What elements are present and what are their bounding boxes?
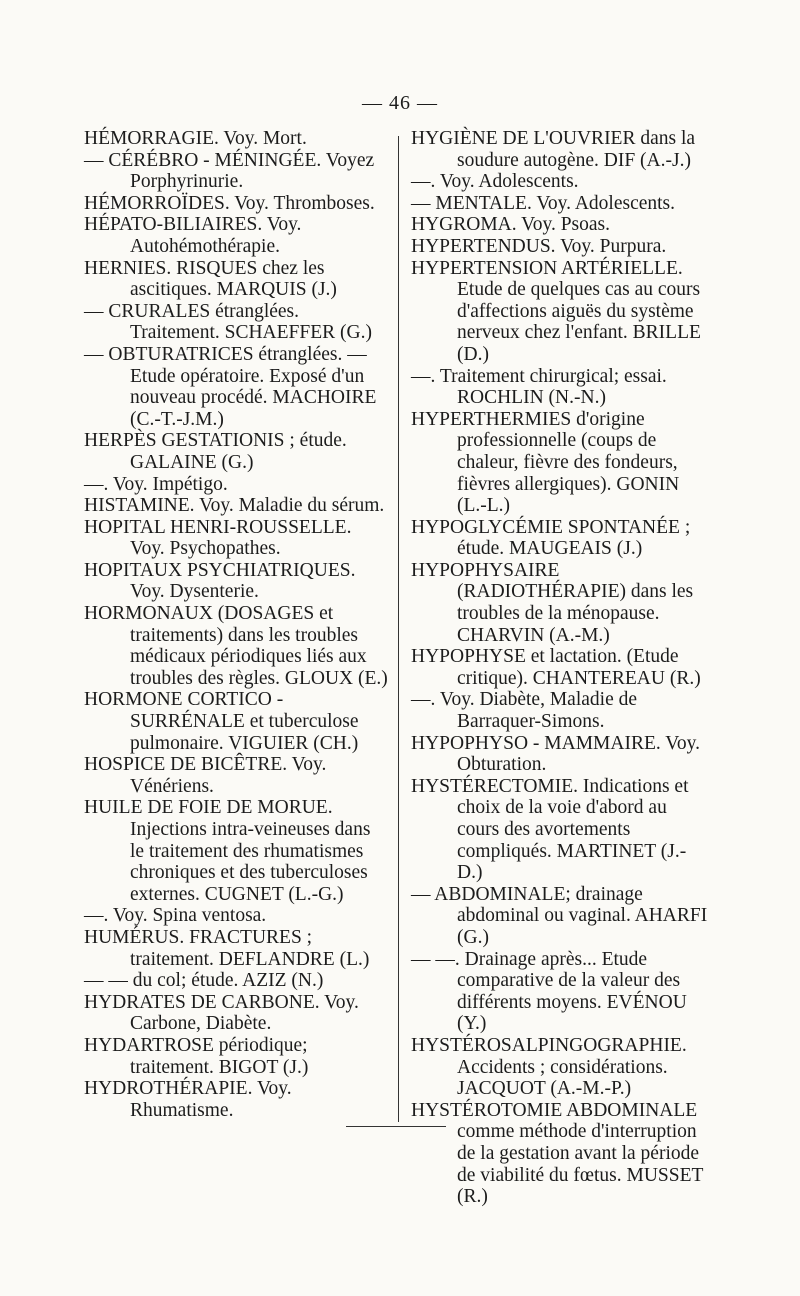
index-entry: — OBTURATRICES étranglées. — Etude opératoire. Exposé d'un nouveau procédé. MACHOIRE (C.-T.-J.M.): [84, 343, 377, 430]
index-entry: HYPERTENDUS. Voy. Purpura.: [411, 235, 667, 257]
index-entry: — CÉRÉBRO - MÉNINGÉE. Voyez Porphyrinurie.: [84, 149, 375, 193]
index-entry: HYSTÉRECTOMIE. Indications et choix de la voie d'abord au cours des avortements compliqués. MARTINET (J.-D.): [411, 775, 689, 884]
index-entry: HERPÈS GESTATIONIS ; étude. GALAINE (G.): [84, 430, 347, 473]
column-divider: [398, 136, 399, 1122]
index-entry: HORMONE CORTICO - SURRÉNALE et tuberculose pulmonaire. VIGUIER (CH.): [84, 689, 359, 754]
index-entry: HYGROMA. Voy. Psoas.: [411, 214, 611, 236]
index-entry: HYDROTHÉRAPIE. Voy. Rhumatisme.: [84, 1078, 292, 1121]
index-entry: — —. Drainage après... Etude comparative de la valeur des différents moyens. EVÉNOU (Y.): [411, 948, 687, 1035]
index-entry: HORMONAUX (DOSAGES et traitements) dans les troubles médicaux périodiques liés aux troubles des règles. GLOUX (E.): [84, 603, 388, 689]
index-entry: HYDRATES DE CARBONE. Voy. Carbone, Diabète.: [84, 991, 359, 1035]
index-entry: HOPITAL HENRI-ROUSSELLE. Voy. Psychopathes.: [84, 516, 352, 560]
index-entry: HYDARTROSE périodique; traitement. BIGOT (J.): [84, 1034, 309, 1078]
index-entry: — ABDOMINALE; drainage abdominal ou vaginal. AHARFI (G.): [411, 883, 708, 948]
index-entry: HOPITAUX PSYCHIATRIQUES. Voy. Dysenterie.: [84, 559, 356, 603]
left-column: [84, 128, 388, 1121]
index-entry: — — du col; étude. AZIZ (N.): [84, 970, 324, 992]
index-entry: HYPERTENSION ARTÉRIELLE. Etude de quelques cas au cours d'affections aiguës du système nerveux chez l'enfant. BRILLE (D.): [411, 257, 701, 365]
index-entry: HYSTÉROSALPINGOGRAPHIE. Accidents ; considérations. JACQUOT (A.-M.-P.): [411, 1034, 687, 1100]
index-entry: HOSPICE DE BICÊTRE. Voy. Vénériens.: [84, 754, 327, 797]
index-entry: HÉPATO-BILIAIRES. Voy. Autohémothérapie.: [84, 214, 302, 257]
index-entry: HISTAMINE. Voy. Maladie du sérum.: [84, 495, 385, 517]
index-entry: HYPERTHERMIES d'origine professionnelle (coups de chaleur, fièvre des fondeurs, fièvres allergiques). GONIN (L.-L.): [411, 408, 680, 517]
index-entry: HYPOPHYSE et lactation. (Etude critique). CHANTEREAU (R.): [411, 646, 701, 689]
index-entry: —. Voy. Impétigo.: [84, 473, 228, 495]
index-entry: HÉMORROÏDES. Voy. Thromboses.: [84, 192, 375, 214]
page-number: — 46 —: [362, 92, 438, 114]
index-entry: — CRURALES étranglées. Traitement. SCHAEFFER (G.): [84, 300, 372, 344]
index-entry: HUILE DE FOIE DE MORUE. Injections intra-veineuses dans le traitement des rhumatismes chroniques et des tuberculoses externes. CUGNET (L.-G.): [84, 797, 371, 905]
bottom-rule: [346, 1126, 446, 1127]
index-entry: HÉMORRAGIE. Voy. Mort.: [84, 128, 307, 149]
index-entry: HERNIES. RISQUES chez les ascitiques. MARQUIS (J.): [84, 257, 337, 301]
index-entry: —. Voy. Diabète, Maladie de Barraquer-Simons.: [411, 689, 638, 733]
index-entry: — MENTALE. Voy. Adolescents.: [411, 192, 676, 214]
right-column: [411, 128, 711, 1208]
index-entry: HYPOPHYSAIRE (RADIOTHÉRAPIE) dans les troubles de la ménopause. CHARVIN (A.-M.): [411, 559, 694, 646]
index-entry: HYPOGLYCÉMIE SPONTANÉE ; étude. MAUGEAIS (J.): [411, 516, 691, 560]
index-entry: HYPOPHYSO - MAMMAIRE. Voy. Obturation.: [411, 732, 700, 776]
index-entry: HYGIÈNE DE L'OUVRIER dans la soudure autogène. DIF (A.-J.): [411, 128, 696, 171]
index-entry: —. Voy. Spina ventosa.: [84, 905, 267, 927]
index-entry: —. Voy. Adolescents.: [411, 171, 579, 193]
index-entry: HYSTÉROTOMIE ABDOMINALE comme méthode d'interruption de la gestation avant la période de viabilité du fœtus. MUSSET (R.): [411, 1099, 704, 1208]
index-entry: —. Traitement chirurgical; essai. ROCHLIN (N.-N.): [411, 365, 667, 409]
index-entry: HUMÉRUS. FRACTURES ; traitement. DEFLANDRE (L.): [84, 926, 370, 970]
